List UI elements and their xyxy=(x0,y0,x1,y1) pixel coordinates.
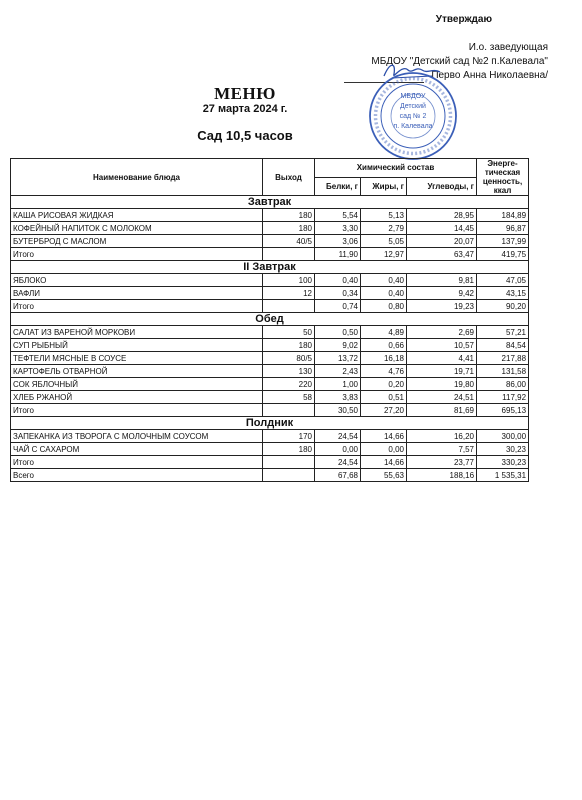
grand-total-row xyxy=(11,469,529,482)
table-row xyxy=(11,222,529,235)
dish-carbs: 19,71 xyxy=(407,365,477,378)
dish-fat: 4,89 xyxy=(361,326,407,339)
total-fat: 14,66 xyxy=(361,456,407,469)
total-carbs: 81,69 xyxy=(407,404,477,417)
dish-name: ТЕФТЕЛИ МЯСНЫЕ В СОУСЕ xyxy=(11,352,263,365)
dish-name: ЧАЙ С САХАРОМ xyxy=(11,443,263,456)
total-label: Итого xyxy=(11,248,263,261)
total-output-empty xyxy=(263,456,315,469)
grand-total-label: Всего xyxy=(11,469,263,482)
total-carbs: 63,47 xyxy=(407,248,477,261)
total-output-empty xyxy=(263,300,315,313)
table-row xyxy=(11,430,529,443)
table-row xyxy=(11,235,529,248)
col-header-name: Наименование блюда xyxy=(11,159,263,196)
dish-carbs: 4,41 xyxy=(407,352,477,365)
dish-protein: 5,54 xyxy=(315,209,361,222)
menu-subtitle: Сад 10,5 часов xyxy=(197,128,293,143)
dish-name: БУТЕРБРОД С МАСЛОМ xyxy=(11,235,263,248)
dish-carbs: 19,80 xyxy=(407,378,477,391)
total-fat: 0,80 xyxy=(361,300,407,313)
total-row xyxy=(11,456,529,469)
dish-output: 220 xyxy=(263,378,315,391)
total-carbs: 23,77 xyxy=(407,456,477,469)
table-row xyxy=(11,378,529,391)
grand-total-protein: 67,68 xyxy=(315,469,361,482)
dish-energy: 131,58 xyxy=(477,365,529,378)
total-energy: 695,13 xyxy=(477,404,529,417)
total-energy: 330,23 xyxy=(477,456,529,469)
dish-protein: 0,00 xyxy=(315,443,361,456)
dish-protein: 0,50 xyxy=(315,326,361,339)
stamp-line-1: МБДОУ xyxy=(400,93,426,100)
dish-fat: 2,79 xyxy=(361,222,407,235)
dish-energy: 184,89 xyxy=(477,209,529,222)
dish-name: ЗАПЕКАНКА ИЗ ТВОРОГА С МОЛОЧНЫМ СОУСОМ xyxy=(11,430,263,443)
dish-protein: 1,00 xyxy=(315,378,361,391)
dish-fat: 4,76 xyxy=(361,365,407,378)
section-row xyxy=(11,261,529,274)
dish-name: КАША РИСОВАЯ ЖИДКАЯ xyxy=(11,209,263,222)
grand-total-energy: 1 535,31 xyxy=(477,469,529,482)
page-title: МЕНЮ xyxy=(214,84,276,103)
col-header-energy: Энерге-тическая ценность, ккал xyxy=(477,159,529,196)
dish-protein: 9,02 xyxy=(315,339,361,352)
table-row xyxy=(11,326,529,339)
stamp-line-3: сад № 2 xyxy=(399,113,427,120)
total-row xyxy=(11,248,529,261)
dish-fat: 16,18 xyxy=(361,352,407,365)
total-carbs: 19,23 xyxy=(407,300,477,313)
dish-fat: 5,05 xyxy=(361,235,407,248)
dish-output: 58 xyxy=(263,391,315,404)
dish-name: ХЛЕБ РЖАНОЙ xyxy=(11,391,263,404)
section-row xyxy=(11,196,529,209)
dish-name: СОК ЯБЛОЧНЫЙ xyxy=(11,378,263,391)
dish-fat: 0,40 xyxy=(361,274,407,287)
dish-carbs: 2,69 xyxy=(407,326,477,339)
menu-table-body xyxy=(11,196,529,482)
dish-energy: 47,05 xyxy=(477,274,529,287)
dish-energy: 86,00 xyxy=(477,378,529,391)
dish-energy: 217,88 xyxy=(477,352,529,365)
dish-output: 170 xyxy=(263,430,315,443)
dish-carbs: 14,45 xyxy=(407,222,477,235)
signer-name: Перво Анна Николаевна/ xyxy=(431,70,548,81)
section-title: Завтрак xyxy=(11,196,529,209)
total-protein: 0,74 xyxy=(315,300,361,313)
dish-fat: 0,66 xyxy=(361,339,407,352)
dish-fat: 14,66 xyxy=(361,430,407,443)
dish-name: САЛАТ ИЗ ВАРЕНОЙ МОРКОВИ xyxy=(11,326,263,339)
menu-table xyxy=(10,158,529,482)
total-energy: 90,20 xyxy=(477,300,529,313)
total-output-empty xyxy=(263,248,315,261)
dish-protein: 3,30 xyxy=(315,222,361,235)
dish-energy: 30,23 xyxy=(477,443,529,456)
table-row xyxy=(11,209,529,222)
grand-total-carbs: 188,16 xyxy=(407,469,477,482)
stamp-line-4: п. Калевала xyxy=(393,123,433,130)
dish-output: 180 xyxy=(263,222,315,235)
table-row xyxy=(11,365,529,378)
table-row xyxy=(11,391,529,404)
col-header-carbs: Углеводы, г xyxy=(407,177,477,196)
total-energy: 419,75 xyxy=(477,248,529,261)
approve-label: Утверждаю xyxy=(435,14,492,25)
dish-energy: 300,00 xyxy=(477,430,529,443)
dish-carbs: 9,81 xyxy=(407,274,477,287)
total-row xyxy=(11,404,529,417)
dish-energy: 96,87 xyxy=(477,222,529,235)
dish-output: 130 xyxy=(263,365,315,378)
total-fat: 27,20 xyxy=(361,404,407,417)
dish-energy: 57,21 xyxy=(477,326,529,339)
table-row xyxy=(11,274,529,287)
dish-carbs: 24,51 xyxy=(407,391,477,404)
organization-name: МБДОУ "Детский сад №2 п.Калевала" xyxy=(371,56,548,67)
dish-fat: 5,13 xyxy=(361,209,407,222)
dish-carbs: 9,42 xyxy=(407,287,477,300)
table-row xyxy=(11,287,529,300)
dish-name: СУП РЫБНЫЙ xyxy=(11,339,263,352)
dish-protein: 0,34 xyxy=(315,287,361,300)
dish-output: 80/5 xyxy=(263,352,315,365)
stamp-line-2: Детский xyxy=(400,103,426,110)
dish-protein: 3,83 xyxy=(315,391,361,404)
section-row xyxy=(11,417,529,430)
total-protein: 24,54 xyxy=(315,456,361,469)
dish-fat: 0,00 xyxy=(361,443,407,456)
dish-name: ВАФЛИ xyxy=(11,287,263,300)
col-header-output: Выход xyxy=(263,159,315,196)
dish-protein: 24,54 xyxy=(315,430,361,443)
dish-output: 180 xyxy=(263,443,315,456)
approver-position: И.о. заведующая xyxy=(468,42,548,53)
total-label: Итого xyxy=(11,404,263,417)
total-label: Итого xyxy=(11,456,263,469)
dish-output: 50 xyxy=(263,326,315,339)
grand-total-fat: 55,63 xyxy=(361,469,407,482)
section-row xyxy=(11,313,529,326)
dish-name: КОФЕЙНЫЙ НАПИТОК С МОЛОКОМ xyxy=(11,222,263,235)
dish-carbs: 20,07 xyxy=(407,235,477,248)
dish-output: 40/5 xyxy=(263,235,315,248)
dish-output: 100 xyxy=(263,274,315,287)
dish-protein: 3,06 xyxy=(315,235,361,248)
table-row xyxy=(11,443,529,456)
total-output-empty xyxy=(263,404,315,417)
table-row xyxy=(11,352,529,365)
dish-energy: 43,15 xyxy=(477,287,529,300)
dish-energy: 137,99 xyxy=(477,235,529,248)
dish-energy: 84,54 xyxy=(477,339,529,352)
grand-total-output-empty xyxy=(263,469,315,482)
dish-carbs: 7,57 xyxy=(407,443,477,456)
dish-name: КАРТОФЕЛЬ ОТВАРНОЙ xyxy=(11,365,263,378)
col-header-protein: Белки, г xyxy=(315,177,361,196)
dish-carbs: 16,20 xyxy=(407,430,477,443)
section-title: II Завтрак xyxy=(11,261,529,274)
section-title: Обед xyxy=(11,313,529,326)
dish-fat: 0,40 xyxy=(361,287,407,300)
dish-output: 180 xyxy=(263,209,315,222)
dish-name: ЯБЛОКО xyxy=(11,274,263,287)
dish-protein: 13,72 xyxy=(315,352,361,365)
total-protein: 11,90 xyxy=(315,248,361,261)
dish-fat: 0,20 xyxy=(361,378,407,391)
dish-carbs: 28,95 xyxy=(407,209,477,222)
dish-carbs: 10,57 xyxy=(407,339,477,352)
total-row xyxy=(11,300,529,313)
dish-protein: 0,40 xyxy=(315,274,361,287)
menu-date: 27 марта 2024 г. xyxy=(202,103,288,115)
dish-output: 180 xyxy=(263,339,315,352)
col-header-fat: Жиры, г xyxy=(361,177,407,196)
table-row xyxy=(11,339,529,352)
dish-fat: 0,51 xyxy=(361,391,407,404)
dish-output: 12 xyxy=(263,287,315,300)
section-title: Полдник xyxy=(11,417,529,430)
dish-protein: 2,43 xyxy=(315,365,361,378)
total-label: Итого xyxy=(11,300,263,313)
dish-energy: 117,92 xyxy=(477,391,529,404)
total-fat: 12,97 xyxy=(361,248,407,261)
total-protein: 30,50 xyxy=(315,404,361,417)
col-header-chem: Химический состав xyxy=(315,159,477,178)
